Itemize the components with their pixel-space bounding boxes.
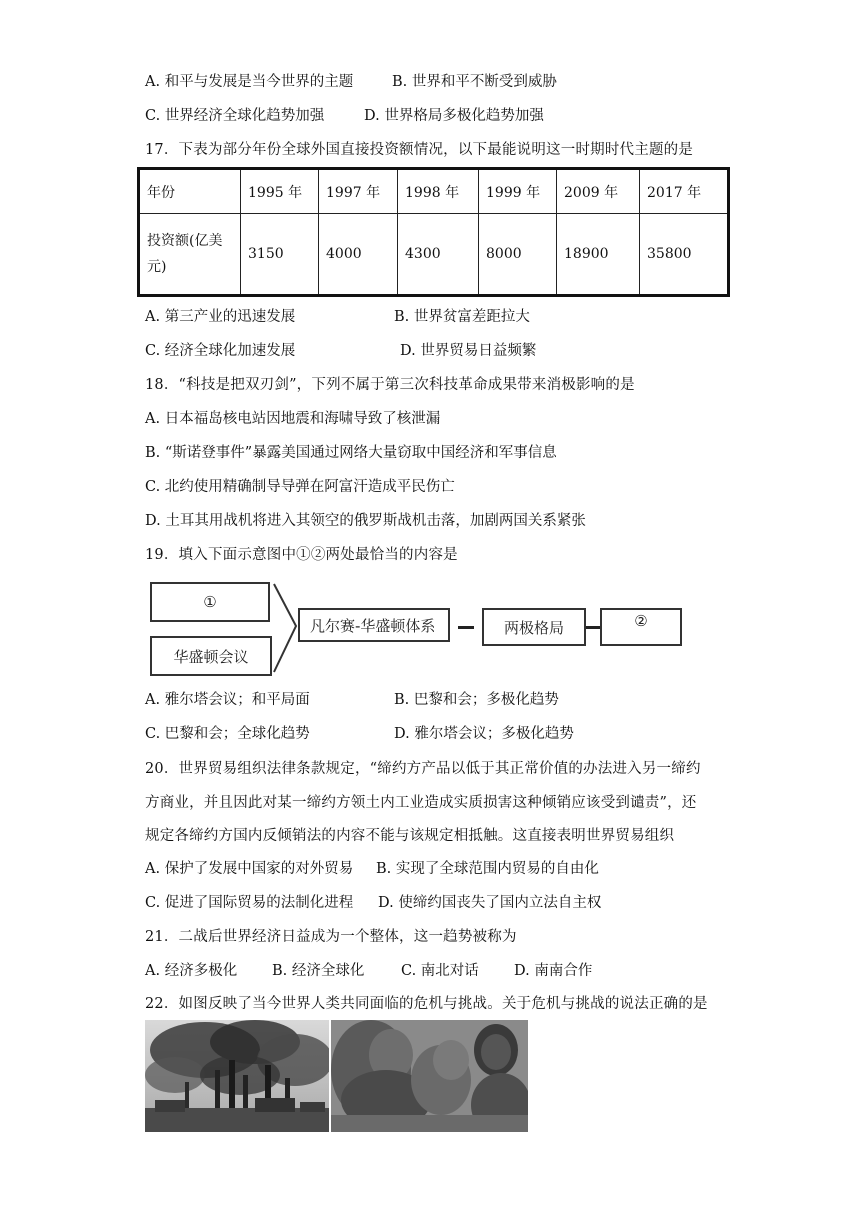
- q19-stem: 19．填入下面示意图中①②两处最恰当的内容是: [145, 547, 458, 563]
- q16-option-c: C. 世界经济全球化趋势加强: [145, 108, 325, 124]
- q22-stem: 22．如图反映了当今世界人类共同面临的危机与挑战。关于危机与挑战的说法正确的是: [145, 996, 708, 1012]
- pollution-photo: [145, 1020, 329, 1132]
- q17-option-c: C. 经济全球化加速发展: [145, 343, 296, 359]
- q19-option-d: D. 雅尔塔会议；多极化趋势: [394, 726, 574, 742]
- q19-option-b: B. 巴黎和会；多极化趋势: [394, 692, 559, 708]
- q16-option-b: B. 世界和平不断受到威胁: [392, 74, 557, 90]
- table-year: 1997 年: [319, 169, 398, 214]
- q18-option-a: A. 日本福岛核电站因地震和海啸导致了核泄漏: [145, 411, 441, 427]
- q17-stem: 17．下表为部分年份全球外国直接投资额情况，以下最能说明这一时期时代主题的是: [145, 142, 694, 158]
- q20-option-c: C. 促进了国际贸易的法制化进程: [145, 895, 354, 911]
- q20-stem-line3: 规定各缔约方国内反倾销法的内容不能与该规定相抵触。这直接表明世界贸易组织: [145, 828, 675, 844]
- table-value: 18900: [557, 214, 640, 296]
- q19-diagram: [148, 578, 688, 678]
- q18-option-c: C. 北约使用精确制导导弹在阿富汗造成平民伤亡: [145, 479, 455, 495]
- q17-option-b: B. 世界贫富差距拉大: [394, 309, 530, 325]
- table-value-row: [139, 214, 729, 296]
- q20-option-a: A. 保护了发展中国家的对外贸易: [145, 861, 354, 877]
- q19-option-c: C. 巴黎和会；全球化趋势: [145, 726, 310, 742]
- q21-option-d: D. 南南合作: [514, 963, 593, 979]
- table-year: 1999 年: [479, 169, 557, 214]
- table-value: 4300: [398, 214, 479, 296]
- diagram-box-1: ①: [150, 582, 270, 622]
- q20-stem-line1: 20．世界贸易组织法律条款规定，“缔约方产品以低于其正常价值的办法进入另一缔约: [145, 761, 701, 777]
- q19-option-a: A. 雅尔塔会议；和平局面: [145, 692, 310, 708]
- q20-option-d: D. 使缔约国丧失了国内立法自主权: [378, 895, 602, 911]
- q21-stem: 21．二战后世界经济日益成为一个整体，这一趋势被称为: [145, 929, 517, 945]
- q20-option-b: B. 实现了全球范围内贸易的自由化: [376, 861, 599, 877]
- diagram-box-3: 凡尔赛-华盛顿体系: [298, 608, 450, 642]
- q16-option-a: A. 和平与发展是当今世界的主题: [145, 74, 354, 90]
- q17-option-d: D. 世界贸易日益频繁: [400, 343, 537, 359]
- q21-option-c: C. 南北对话: [401, 963, 479, 979]
- q16-option-d: D. 世界格局多极化趋势加强: [364, 108, 544, 124]
- diagram-box-2: 华盛顿会议: [150, 636, 272, 676]
- q21-option-b: B. 经济全球化: [272, 963, 365, 979]
- table-row-label: 投资额(亿美 元): [139, 214, 241, 296]
- famine-photo: [331, 1020, 528, 1132]
- q21-option-a: A. 经济多极化: [145, 963, 238, 979]
- q17-option-a: A. 第三产业的迅速发展: [145, 309, 296, 325]
- table-value: 4000: [319, 214, 398, 296]
- q18-option-b: B. “斯诺登事件”暴露美国通过网络大量窃取中国经济和军事信息: [145, 445, 557, 461]
- diagram-connector: [586, 626, 600, 629]
- table-year: 1995 年: [241, 169, 319, 214]
- table-year: 1998 年: [398, 169, 479, 214]
- diagram-box-4: 两极格局: [482, 608, 586, 646]
- table-header-row: [139, 169, 729, 214]
- diagram-box-5: ②: [600, 608, 682, 646]
- q18-option-d: D. 土耳其用战机将进入其领空的俄罗斯战机击落，加剧两国关系紧张: [145, 513, 586, 529]
- table-year: 2017 年: [640, 169, 729, 214]
- diagram-brace: [270, 580, 300, 676]
- table-value: 8000: [479, 214, 557, 296]
- q20-stem-line2: 方商业，并且因此对某一缔约方领土内工业造成实质损害这种倾销应该受到谴责”，还: [145, 795, 697, 811]
- table-value: 35800: [640, 214, 729, 296]
- investment-table: [137, 167, 730, 297]
- table-header-label: 年份: [139, 169, 241, 214]
- q18-stem: 18．“科技是把双刃剑”，下列不属于第三次科技革命成果带来消极影响的是: [145, 377, 635, 393]
- diagram-connector: [458, 626, 474, 629]
- table-value: 3150: [241, 214, 319, 296]
- table-year: 2009 年: [557, 169, 640, 214]
